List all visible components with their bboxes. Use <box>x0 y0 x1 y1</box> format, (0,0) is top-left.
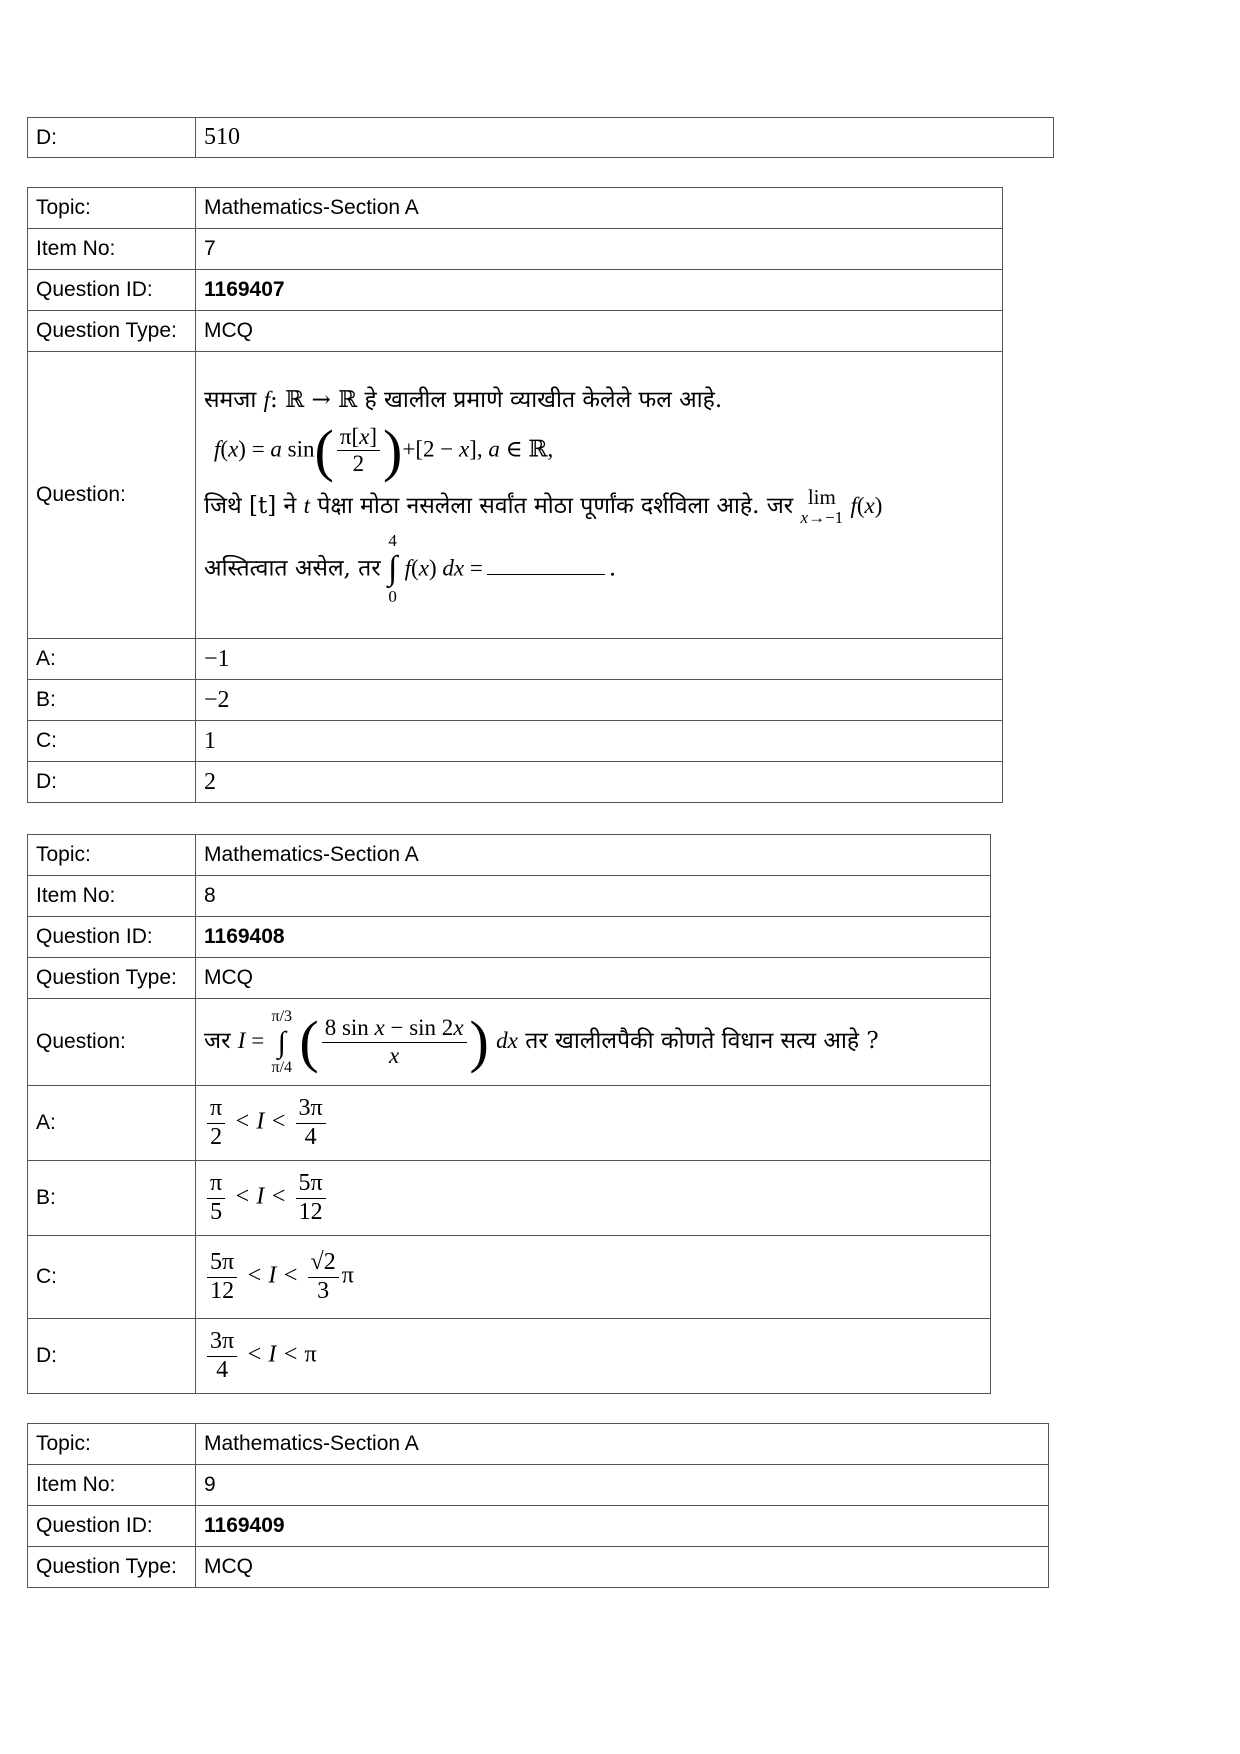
function-definition: f(x) = a sin( $\frac{\pi[x]}{2}$ )+[2 − x], a ∈ ℝ, <box>214 417 554 483</box>
item-value: 7 <box>196 229 1003 270</box>
question-type-value: MCQ <box>196 958 991 999</box>
item-value: 8 <box>196 876 991 917</box>
question-type-value: MCQ <box>196 311 1003 352</box>
topic-value: Mathematics-Section A <box>196 188 1003 229</box>
question-line-3: जिथे [t] ने t पेक्षा मोठा नसलेला सर्वांत मोठा पूर्णांक दर्शविला आहे. जर lim x→−1 f(x) <box>204 484 883 527</box>
topic-value: Mathematics-Section A <box>196 835 991 876</box>
question-id-label: Question ID: <box>28 917 196 958</box>
question-body: जर I = π/3 ∫ π/4 ( $\frac{\text{8 sin x − sin 2x}}{x}$ ) dx तर खालीलपैकी कोणते विधान सत्य आहे ? <box>196 999 991 1086</box>
question-id-value: 1169407 <box>196 270 1003 311</box>
option-c-value: $\frac{5\pi}{12}$ < I < $\frac{√2}{3}$ π <box>196 1236 991 1319</box>
question-7-table <box>27 187 1003 803</box>
option-d-label: D: <box>28 762 196 803</box>
option-b-value: $\frac{\pi}{5}$ < I < $\frac{5\pi}{12}$ <box>196 1161 991 1236</box>
question-type-label: Question Type: <box>28 1547 196 1588</box>
question-line-1: समजा f: ℝ → ℝ हे खालील प्रमाणे व्याखीत केलेले फल आहे. <box>204 386 723 413</box>
option-b-label: B: <box>28 1161 196 1236</box>
option-a-value: −1 <box>196 639 1003 680</box>
question-label: Question: <box>28 999 196 1086</box>
option-a-label: A: <box>28 1086 196 1161</box>
question-id-label: Question ID: <box>28 1506 196 1547</box>
option-d-label: D: <box>28 1319 196 1394</box>
question-type-label: Question Type: <box>28 311 196 352</box>
item-label: Item No: <box>28 1465 196 1506</box>
option-a-value: $\frac{\pi}{2}$ < I < $\frac{3\pi}{4}$ <box>196 1086 991 1161</box>
question-id-value: 1169409 <box>196 1506 1049 1547</box>
option-c-value: 1 <box>196 721 1003 762</box>
item-label: Item No: <box>28 876 196 917</box>
option-b-value: −2 <box>196 680 1003 721</box>
option-a-label: A: <box>28 639 196 680</box>
question-9-table <box>27 1423 1049 1588</box>
topic-label: Topic: <box>28 1424 196 1465</box>
question-body <box>196 352 1003 639</box>
option-c-label: C: <box>28 1236 196 1319</box>
question-type-value: MCQ <box>196 1547 1049 1588</box>
option-d-value: $\frac{3\pi}{4}$ < I < π <box>196 1319 991 1394</box>
item-label: Item No: <box>28 229 196 270</box>
option-d-value: 2 <box>196 762 1003 803</box>
option-b-label: B: <box>28 680 196 721</box>
question-type-label: Question Type: <box>28 958 196 999</box>
topic-label: Topic: <box>28 835 196 876</box>
question-8-table <box>27 834 991 1394</box>
question-label: Question: <box>28 352 196 639</box>
option-label: D: <box>28 118 196 158</box>
topic-label: Topic: <box>28 188 196 229</box>
item-value: 9 <box>196 1465 1049 1506</box>
question-id-value: 1169408 <box>196 917 991 958</box>
question-id-label: Question ID: <box>28 270 196 311</box>
option-value: 510 <box>196 118 1054 158</box>
topic-value: Mathematics-Section A <box>196 1424 1049 1465</box>
answer-blank <box>487 574 605 575</box>
option-c-label: C: <box>28 721 196 762</box>
question-line-4: अस्तित्वात असेल, तर 4 ∫ 0 f(x) dx = . <box>204 530 617 606</box>
prev-option-table <box>27 117 1054 158</box>
